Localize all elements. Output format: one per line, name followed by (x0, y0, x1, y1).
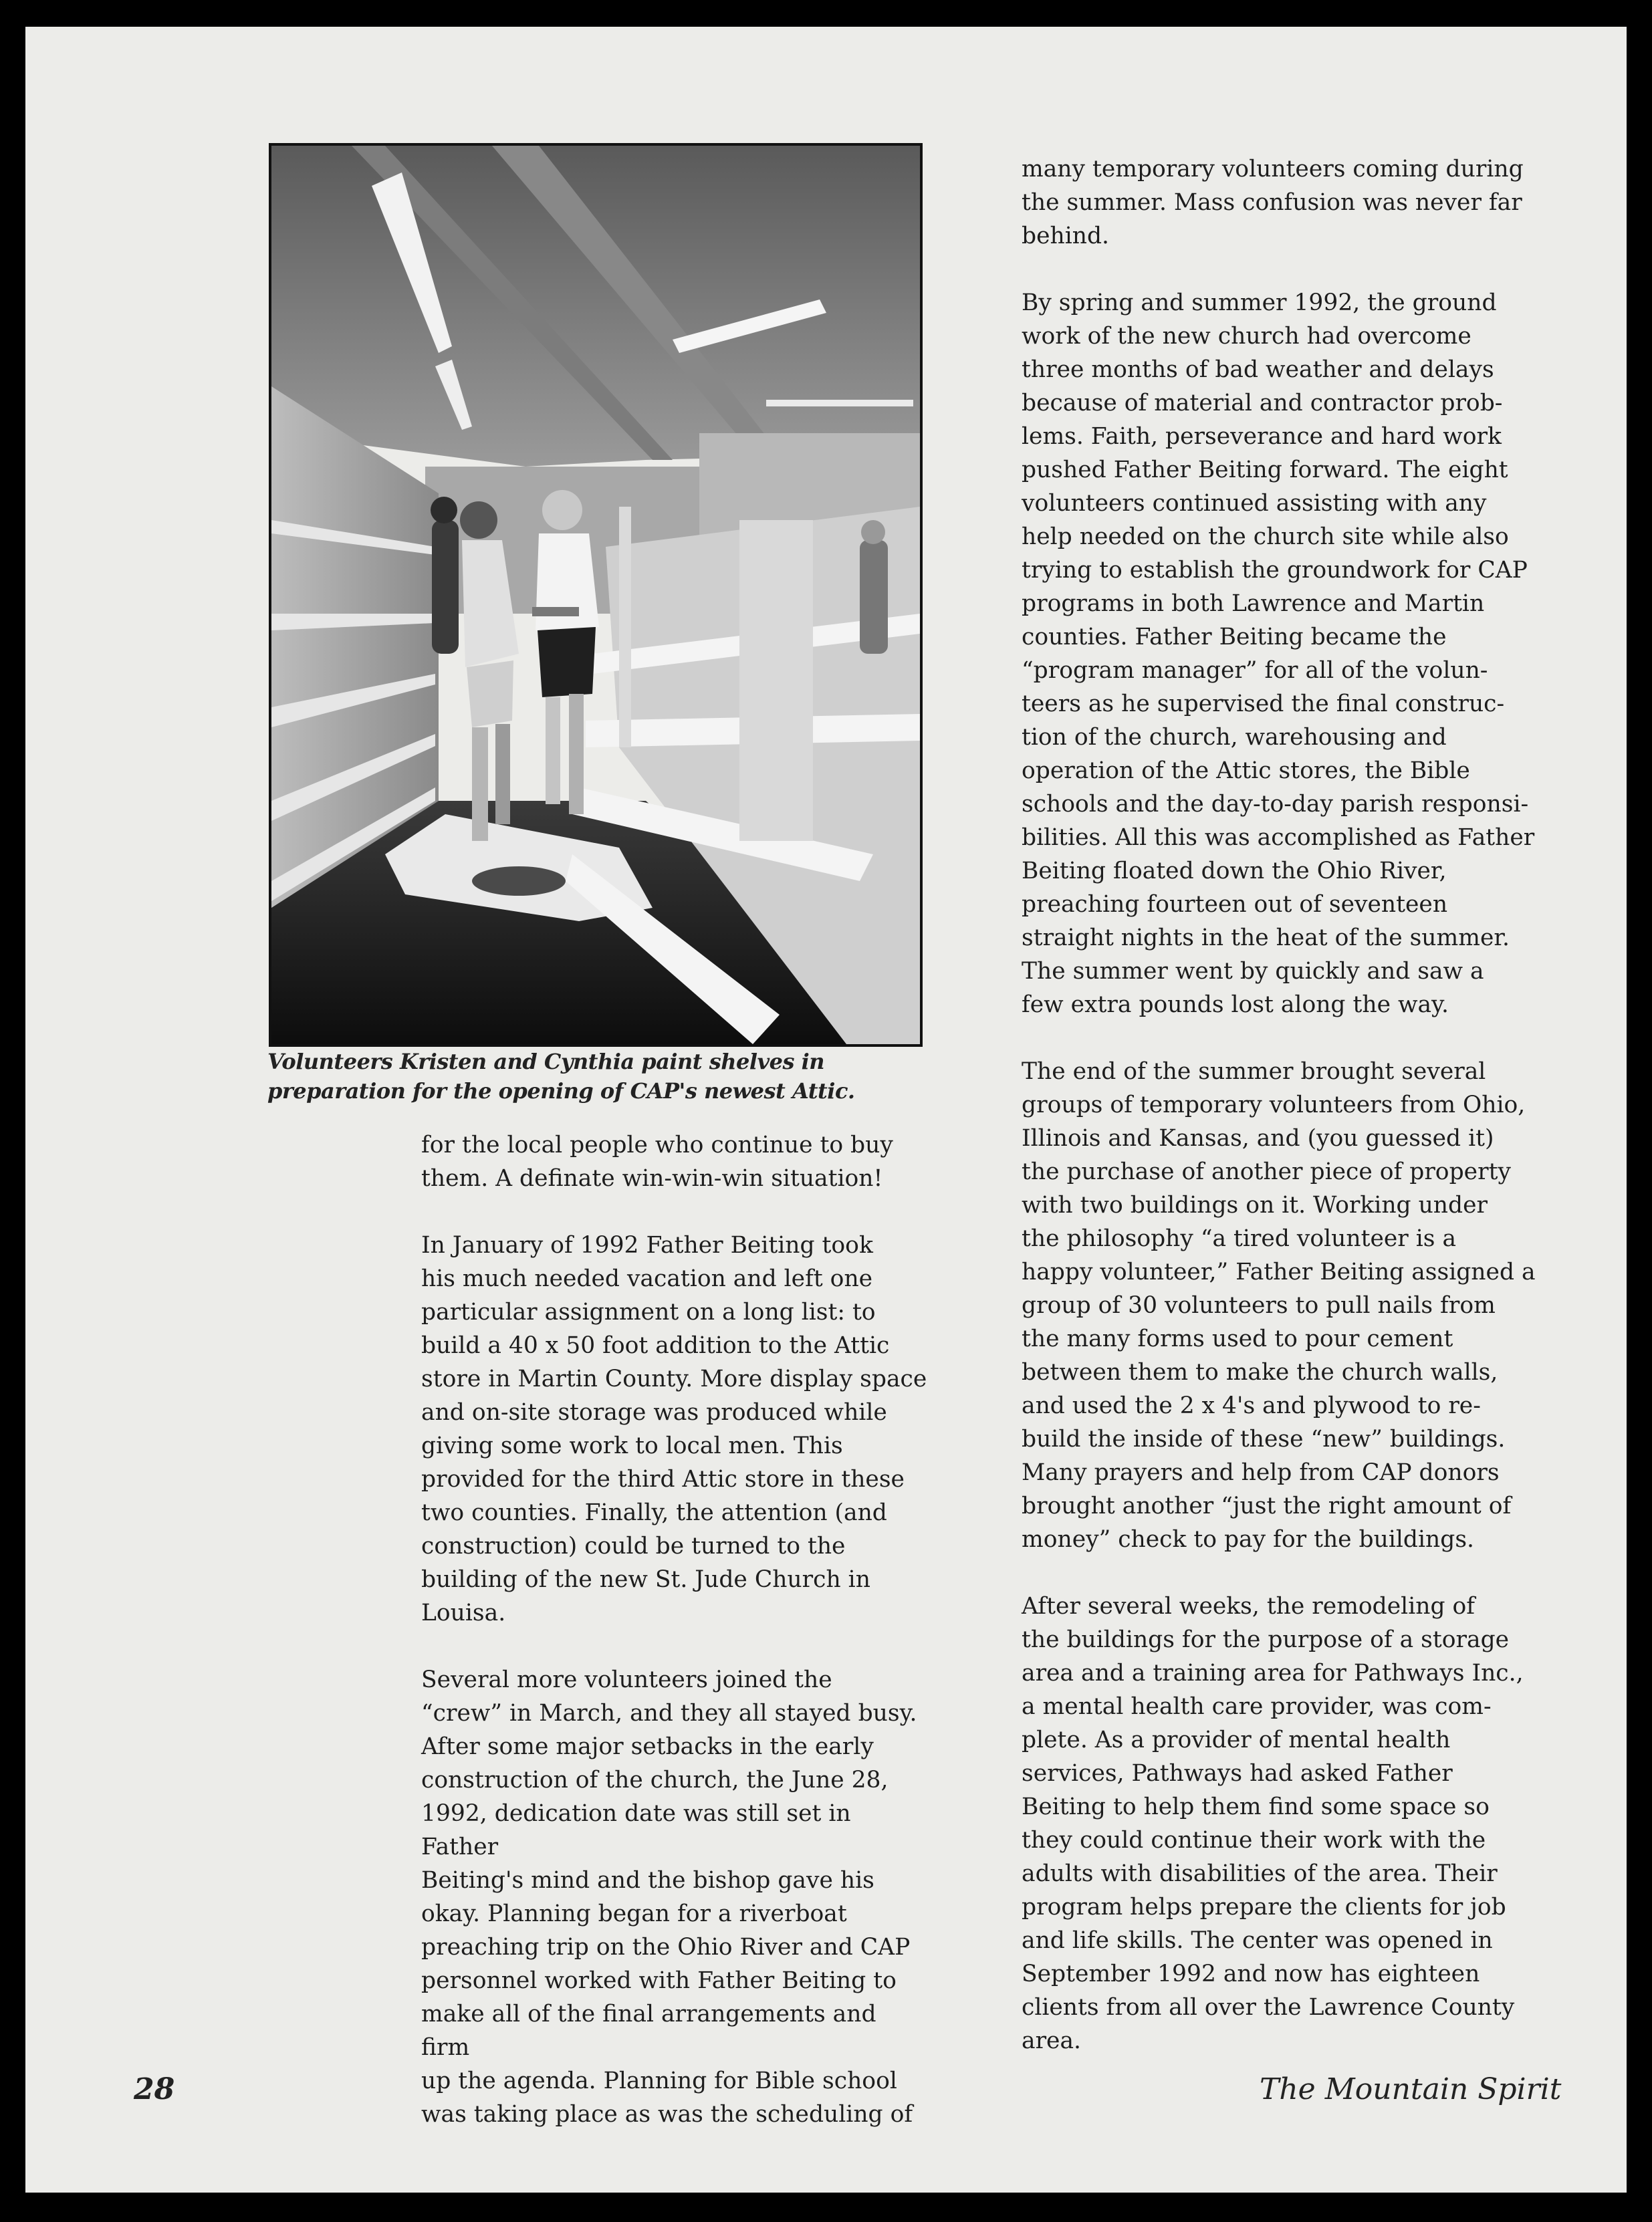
publication-title: The Mountain Spirit (1260, 2072, 1562, 2106)
photo-caption: Volunteers Kristen and Cynthia paint shelves in preparation for the opening of CAP's newest Attic. (267, 1049, 855, 1104)
article-column-left (421, 1128, 929, 2165)
photo (269, 143, 923, 1047)
paragraph: By spring and summer 1992, the ground work of the new church had overcome three months of bad weather and delays because of material and contractor prob- lems. Faith, perseverance and hard work pushed Father Beiting forward. The eight volunteers continued assisting with any help needed on the church site while also trying to establish the groundwork for CAP programs in both Lawrence and Martin counties. Father Beiting became the “program manager” for all of the volun- teers as he supervised the final construc- tion of the church, warehousing and operation of the Attic stores, the Bible schools and the day-to-day parish responsi- bilities. All this was accomplished as Father Beiting floated down the Ohio River, preaching fourteen out of seventeen straight nights in the heat of the summer. The summer went by quickly and saw a few extra pounds lost along the way. (1022, 289, 1535, 1018)
photo-illustration (271, 146, 920, 1044)
paragraph: many temporary volunteers coming during the summer. Mass confusion was never far behind. (1022, 156, 1524, 249)
article-column-right (1022, 152, 1570, 2091)
page-number: 28 (134, 2072, 175, 2106)
paragraph: for the local people who continue to buy them. A definate win-win-win situation! (421, 1132, 893, 1192)
paragraph: Several more volunteers joined the “crew” in March, and they all stayed busy. After some major setbacks in the early construction of the church, the June 28, 1992, dedication date was still set in Father Beiting's mind and the bishop gave his okay. Planning began for a riverboat preaching trip on the Ohio River and CAP personnel worked with Father Beiting to make all of the final arrangements and firm up the agenda. Planning for Bible school was taking place as was the scheduling of (421, 1666, 917, 2128)
paragraph: In January of 1992 Father Beiting took his much needed vacation and left one particular assignment on a long list: to build a 40 x 50 foot addition to the Attic store in Martin County. More display space and on-site storage was produced while giving some work to local men. This provided for the third Attic store in these two counties. Finally, the attention (and construction) could be turned to the building of the new St. Jude Church in Louisa. (421, 1232, 927, 1626)
magazine-page (25, 27, 1627, 2193)
paragraph: The end of the summer brought several groups of temporary volunteers from Ohio, Illinois and Kansas, and (you guessed it) the purchase of another piece of property with two buildings on it. Working under the philosophy “a tired volunteer is a happy volunteer,” Father Beiting assigned a group of 30 volunteers to pull nails from the many forms used to pour cement between them to make the church walls, and used the 2 x 4's and plywood to re- build the inside of these “new” buildings. Many prayers and help from CAP donors brought another “just the right amount of money” check to pay for the buildings. (1022, 1058, 1536, 1553)
paragraph: After several weeks, the remodeling of the buildings for the purpose of a storage area and a training area for Pathways Inc., a mental health care provider, was com- plete. As a provider of mental health services, Pathways had asked Father Beiting to help them find some space so they could continue their work with the adults with disabilities of the area. Their program helps prepare the clients for job and life skills. The center was opened in September 1992 and now has eighteen clients from all over the Lawrence County area. (1022, 1593, 1524, 2054)
